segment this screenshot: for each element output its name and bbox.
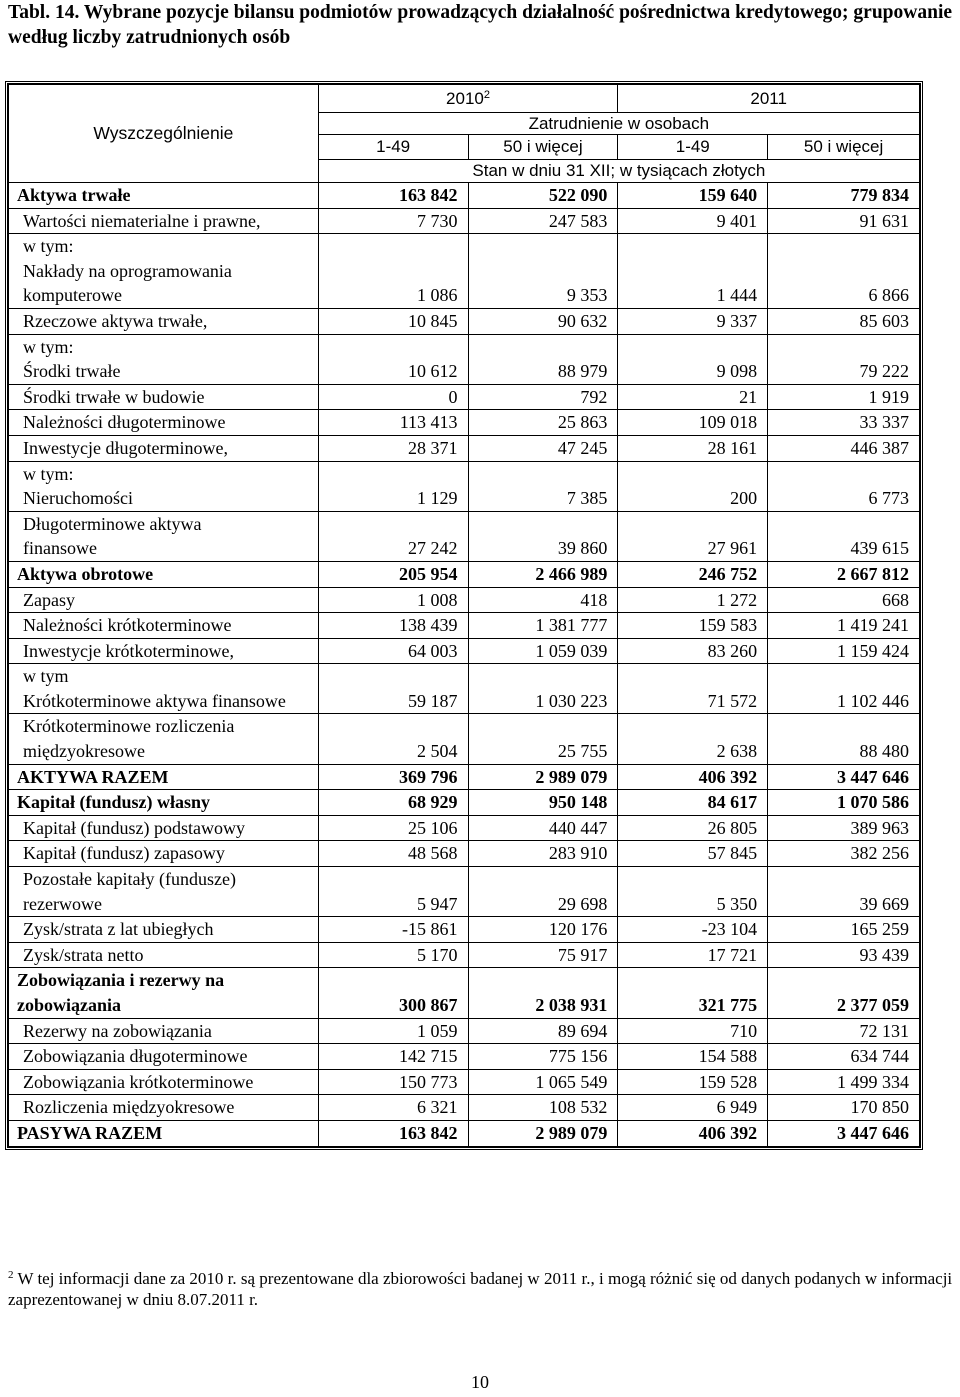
cell-value: 120 176 [468,917,618,943]
row-label-text: Zobowiązania i rezerwy na zobowiązania [17,970,225,1015]
cell-value: 6 321 [318,1095,468,1121]
cell-value: 84 617 [618,790,768,816]
table-row [9,664,920,714]
footnote-mark: 2 [8,1269,14,1281]
row-label-text: Środki trwałe w budowie [23,386,205,407]
cell-value: 2 989 079 [468,764,618,790]
table-row [9,841,920,867]
cell-value: 1 381 777 [468,613,618,639]
col-header: 1-49 [618,135,768,160]
row-label-text: Inwestycje krótkoterminowe, [23,640,234,661]
table-row [9,638,920,664]
cell-value: 246 752 [618,561,768,587]
row-label [9,234,319,309]
cell-value: 25 755 [468,714,618,764]
table-row [9,384,920,410]
table-row [9,1018,920,1044]
row-label-text: Zobowiązania krótkoterminowe [23,1071,254,1092]
cell-value: 668 [768,587,920,613]
cell-value: 634 744 [768,1044,920,1070]
cell-value: 39 860 [468,511,618,561]
cell-value: 57 845 [618,841,768,867]
table-row [9,790,920,816]
row-label [9,1095,319,1121]
cell-value: 88 979 [468,334,618,384]
cell-value: 418 [468,587,618,613]
cell-value: 1 272 [618,587,768,613]
cell-value: 68 929 [318,790,468,816]
col-header: 50 i więcej [468,135,618,160]
cell-value: 9 401 [618,208,768,234]
cell-value: 440 447 [468,815,618,841]
row-label-header: Wyszczególnienie [9,85,319,183]
row-label-text: w tym: [23,236,74,257]
cell-value: 389 963 [768,815,920,841]
balance-table [8,84,920,1147]
row-label-text: Długoterminowe aktywa finansowe [23,513,202,559]
cell-value: 93 439 [768,942,920,968]
table-row [9,561,920,587]
col-header: 1-49 [318,135,468,160]
cell-value: 406 392 [618,1120,768,1146]
cell-value: 113 413 [318,410,468,436]
cell-value: 48 568 [318,841,468,867]
cell-value: 205 954 [318,561,468,587]
row-label [9,384,319,410]
row-label [9,208,319,234]
cell-value: 5 947 [318,867,468,917]
cell-value: 3 447 646 [768,764,920,790]
cell-value: 792 [468,384,618,410]
row-label-text: w tym: [23,463,74,484]
table-row [9,714,920,764]
footnote [8,1268,958,1310]
row-label [9,917,319,943]
cell-value: 1 444 [618,234,768,309]
cell-value: 25 863 [468,410,618,436]
row-label [9,613,319,639]
row-label [9,334,319,384]
unit-header: Stan w dniu 31 XII; w tysiącach złotych [318,160,919,183]
cell-value: 5 170 [318,942,468,968]
cell-value: 9 098 [618,334,768,384]
cell-value: 779 834 [768,183,920,209]
employment-header: Zatrudnienie w osobach [318,113,919,135]
cell-value: 163 842 [318,1120,468,1146]
cell-value: 29 698 [468,867,618,917]
cell-value: 27 961 [618,511,768,561]
cell-value: 25 106 [318,815,468,841]
row-label-text: Zysk/strata netto [23,944,144,965]
cell-value: 1 919 [768,384,920,410]
row-label [9,1120,319,1146]
cell-value: 83 260 [618,638,768,664]
cell-value: 26 805 [618,815,768,841]
cell-value: 1 030 223 [468,664,618,714]
row-label [9,867,319,917]
row-label-text: w tym: [23,336,74,357]
row-label [9,410,319,436]
cell-value: 300 867 [318,968,468,1018]
row-label [9,561,319,587]
row-label-text: Wartości niematerialne i prawne, [23,210,261,231]
cell-value: 150 773 [318,1069,468,1095]
row-label-text: Kapitał (fundusz) zapasowy [23,843,225,864]
cell-value: 170 850 [768,1095,920,1121]
cell-value: 39 669 [768,867,920,917]
cell-value: 1 159 424 [768,638,920,664]
footnote-mark: 2 [483,89,490,101]
cell-value: 1 059 039 [468,638,618,664]
row-label-text: Należności krótkoterminowe [23,615,232,636]
cell-value: 10 845 [318,308,468,334]
cell-value: 159 640 [618,183,768,209]
cell-value: 710 [618,1018,768,1044]
row-sublabel-text: Środki trwałe [23,361,121,382]
table-row [9,461,920,511]
cell-value: 27 242 [318,511,468,561]
row-label-text: AKTYWA RAZEM [17,766,169,787]
row-label-text: Rozliczenia międzyokresowe [23,1097,235,1118]
table-row [9,208,920,234]
cell-value: 6 773 [768,461,920,511]
cell-value: 1 499 334 [768,1069,920,1095]
cell-value: 321 775 [618,968,768,1018]
cell-value: 159 528 [618,1069,768,1095]
row-label-text: Zapasy [23,589,75,610]
cell-value: 1 065 549 [468,1069,618,1095]
year-2011-header: 2011 [618,85,920,113]
cell-value: 950 148 [468,790,618,816]
cell-value: 85 603 [768,308,920,334]
cell-value: 72 131 [768,1018,920,1044]
cell-value: 91 631 [768,208,920,234]
cell-value: 165 259 [768,917,920,943]
cell-value: 775 156 [468,1044,618,1070]
cell-value: 247 583 [468,208,618,234]
table-row [9,815,920,841]
table-row [9,1120,920,1146]
cell-value: 47 245 [468,435,618,461]
table-row [9,1095,920,1121]
cell-value: 33 337 [768,410,920,436]
cell-value: 9 353 [468,234,618,309]
row-sublabel-text: Krótkoterminowe aktywa finansowe [23,690,286,711]
table-title: Tabl. 14. Wybrane pozycje bilansu podmiotów prowadzących działalność pośrednictwa kredytowego; grupowanie według liczby zatrudnionych osób [8,2,953,48]
row-label [9,183,319,209]
page-number: 10 [471,1372,489,1392]
cell-value: 2 667 812 [768,561,920,587]
cell-value: 439 615 [768,511,920,561]
cell-value: 2 638 [618,714,768,764]
cell-value: 7 385 [468,461,618,511]
table-row [9,1069,920,1095]
row-label [9,435,319,461]
row-label [9,1018,319,1044]
row-label-text: Krótkoterminowe rozliczenia międzyokresowe [23,716,235,762]
cell-value: 21 [618,384,768,410]
cell-value: 59 187 [318,664,468,714]
row-sublabel-text: Nakłady na oprogramowania komputerowe [23,260,232,306]
cell-value: 88 480 [768,714,920,764]
row-label [9,664,319,714]
table-row [9,234,920,309]
row-label [9,308,319,334]
table-row [9,587,920,613]
table-row [9,435,920,461]
cell-value: 154 588 [618,1044,768,1070]
table-row [9,511,920,561]
cell-value: 1 086 [318,234,468,309]
cell-value: 1 102 446 [768,664,920,714]
cell-value: 283 910 [468,841,618,867]
row-label [9,587,319,613]
row-label-text: PASYWA RAZEM [17,1122,163,1143]
row-label-text: Aktywa obrotowe [17,563,154,584]
cell-value: 1 059 [318,1018,468,1044]
cell-value: 159 583 [618,613,768,639]
cell-value: 79 222 [768,334,920,384]
row-label [9,638,319,664]
row-label [9,841,319,867]
cell-value: 2 038 931 [468,968,618,1018]
table-row [9,410,920,436]
cell-value: 28 161 [618,435,768,461]
cell-value: 10 612 [318,334,468,384]
row-label [9,1069,319,1095]
cell-value: 2 989 079 [468,1120,618,1146]
row-label [9,790,319,816]
row-label-text: Należności długoterminowe [23,412,226,433]
cell-value: 75 917 [468,942,618,968]
cell-value: 108 532 [468,1095,618,1121]
year-2010-header: 2010$^2$ [318,85,618,113]
cell-value: 1 129 [318,461,468,511]
cell-value: 28 371 [318,435,468,461]
row-label-text: Aktywa trwałe [17,185,131,205]
row-label-text: Pozostałe kapitały (fundusze) rezerwowe [23,869,236,914]
table-row [9,917,920,943]
row-label-text: Rzeczowe aktywa trwałe, [23,310,208,331]
cell-value: 0 [318,384,468,410]
table-row [9,942,920,968]
table-row [9,308,920,334]
row-label [9,511,319,561]
row-label [9,714,319,764]
row-label [9,764,319,790]
cell-value: 1 419 241 [768,613,920,639]
cell-value: 6 949 [618,1095,768,1121]
cell-value: 522 090 [468,183,618,209]
table-body [9,183,920,1147]
cell-value: 2 504 [318,714,468,764]
cell-value: 382 256 [768,841,920,867]
cell-value: 17 721 [618,942,768,968]
row-label-text: Zysk/strata z lat ubiegłych [23,919,214,940]
cell-value: 109 018 [618,410,768,436]
cell-value: 142 715 [318,1044,468,1070]
cell-value: 3 447 646 [768,1120,920,1146]
cell-value: 406 392 [618,764,768,790]
row-sublabel-text: Nieruchomości [23,488,133,509]
cell-value: 5 350 [618,867,768,917]
table-row [9,334,920,384]
row-label [9,968,319,1018]
row-label [9,942,319,968]
cell-value: 9 337 [618,308,768,334]
cell-value: 90 632 [468,308,618,334]
cell-value: 1 008 [318,587,468,613]
row-label [9,461,319,511]
cell-value: -23 104 [618,917,768,943]
cell-value: 89 694 [468,1018,618,1044]
table-row [9,1044,920,1070]
row-label-text: w tym [23,666,69,687]
cell-value: 7 730 [318,208,468,234]
row-label-text: Kapitał (fundusz) podstawowy [23,817,245,838]
cell-value: 1 070 586 [768,790,920,816]
table-row [9,613,920,639]
cell-value: 138 439 [318,613,468,639]
row-label-text: Zobowiązania długoterminowe [23,1046,248,1067]
cell-value: 369 796 [318,764,468,790]
row-label [9,815,319,841]
col-header: 50 i więcej [768,135,920,160]
table-row [9,867,920,917]
cell-value: 163 842 [318,183,468,209]
row-label-text: Rezerwy na zobowiązania [23,1020,212,1041]
cell-value: 2 466 989 [468,561,618,587]
cell-value: 71 572 [618,664,768,714]
row-label [9,1044,319,1070]
table-row [9,764,920,790]
row-label-text: Kapitał (fundusz) własny [17,792,211,813]
cell-value: 200 [618,461,768,511]
cell-value: 64 003 [318,638,468,664]
table-row [9,968,920,1018]
footnote-text: W tej informacji dane za 2010 r. są prezentowane dla zbiorowości badanej w 2011 r., i mogą różnić się od danych podanych w informacji zaprezentowanej w dniu 8.07.2011 r. [8,1269,953,1309]
row-label-text: Inwestycje długoterminowe, [23,437,228,458]
cell-value: 2 377 059 [768,968,920,1018]
cell-value: -15 861 [318,917,468,943]
table-row [9,183,920,209]
cell-value: 446 387 [768,435,920,461]
cell-value: 6 866 [768,234,920,309]
